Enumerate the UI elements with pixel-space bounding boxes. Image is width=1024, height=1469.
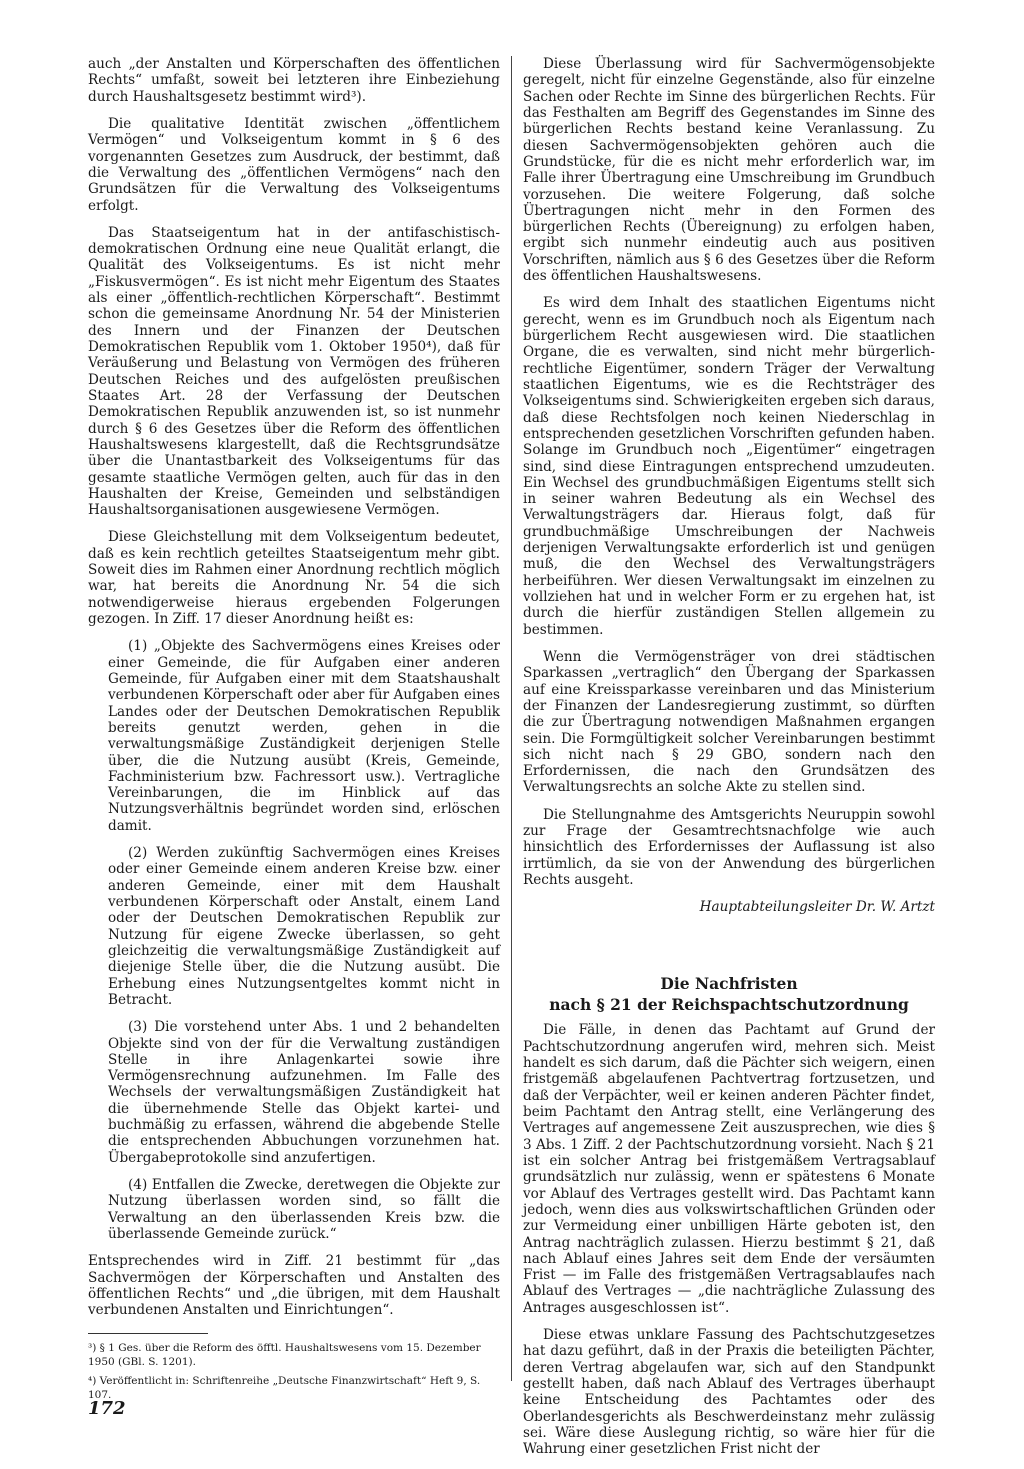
section-heading: [523, 974, 935, 1016]
quote-paragraph: (4) Entfallen die Zwecke, deretwegen die Objekte zur Nutzung überlassen worden sind, so fällt die Verwaltung an den überlassenden Kreis bzw. die überlassende Gemeinde zurück.“: [108, 1177, 500, 1242]
paragraph: Diese etwas unklare Fassung des Pachtschutzgesetzes hat dazu geführt, daß in der Praxis die beteiligten Pächter, deren Vertrag abgelaufen war, sich auf den Standpunkt gestellt haben, daß nach Ablauf des Vertrages überhaupt keine Entscheidung des Pachtamtes oder des Oberlandesgerichts als Beschwerdeinstanz mehr zulässig sei. Wäre diese Auslegung richtig, so wäre hier für die Wahrung einer gesetzlichen Frist nicht der: [523, 1327, 935, 1458]
left-column: [88, 56, 500, 1407]
paragraph: Wenn die Vermögensträger von drei städtischen Sparkassen „vertraglich“ den Übergang der Sparkassen auf eine Kreissparkasse vereinbaren und das Ministerium der Finanzen der Landesregierung zustimmt, so dürften die zur Übertragung notwendigen Maßnahmen ergangen sein. Die Formgültigkeit solcher Vereinbarungen bestimmt sich nicht nach § 29 GBO, sondern nach den Erfordernissen, die nach den Grundsätzen des Verwaltungsrechts an solche Akte zu stellen sind.: [523, 648, 935, 796]
paragraph: Die Fälle, in denen das Pachtamt auf Grund der Pachtschutzordnung angerufen wird, mehren sich. Meist handelt es sich darum, daß die Pächter sich weigern, einen fristgemäß abgelaufenen Pachtvertrag fortzusetzen, und daß der Verpächter, weil er keinen anderen Pächter findet, beim Pachtamt den Antrag stellt, eine Verlängerung des Vertrages auf angemessene Zeit auszusprechen, wie dies § 3 Abs. 1 Ziff. 2 der Pachtschutzordnung vorsieht. Nach § 21 ist ein solcher Antrag bei fristgemäßem Vertragsablauf grundsätzlich nur zulässig, wenn er spätestens 6 Monate vor Ablauf des Vertrages gestellt wird. Das Pachtamt kann jedoch, wenn dies aus volkswirtschaftlichen Gründen oder zur Vermeidung einer unbilligen Härte geboten ist, den Antrag nachträglich zulassen. Hierzu bestimmt § 21, daß nach Ablauf eines Jahres seit dem Ende der versäumten Frist — im Falle des fristgemäßen Vertragsablaufes nach Ablauf des Vertrages — „die nachträgliche Zulassung des Antrages ausgeschlossen ist“.: [523, 1022, 935, 1316]
paragraph: Entsprechendes wird in Ziff. 21 bestimmt für „das Sachvermögen der Körperschaften und Anstalten des öffentlichen Rechts“ und „die übrigen, mit dem Haushalt verbundenen Anstalten und Einrichtungen“.: [88, 1253, 500, 1319]
footnote: ³) § 1 Ges. über die Reform des öfftl. Haushaltswesens vom 15. Dezember 1950 (GBl. S. 1201).: [88, 1341, 481, 1368]
quoted-regulation: [108, 638, 500, 1242]
right-column: [523, 56, 935, 1469]
paragraph: Diese Gleichstellung mit dem Volkseigentum bedeutet, daß es kein rechtlich geteiltes Staatseigentum mehr gibt. Soweit dies im Rahmen einer Anordnung rechtlich möglich war, hat bereits die Anordnung Nr. 54 die sich notwendigerweise hieraus ergebenden Folgerungen gezogen. In Ziff. 17 dieser Anordnung heißt es:: [88, 529, 500, 627]
quote-paragraph: (1) „Objekte des Sachvermögens eines Kreises oder einer Gemeinde, die für Aufgaben einer anderen Gemeinde, für Aufgaben einer mit dem Staatshaushalt verbundenen Körperschaft oder aber für Aufgaben eines Landes oder der Deutschen Demokratischen Republik bereits genutzt werden, gehen in die verwaltungsmäßige Zuständigkeit derjenigen Stelle über, die die Nutzung ausübt (Kreis, Gemeinde, Fachministerium bzw. Fachressort usw.). Vertragliche Vereinbarungen, die im Hinblick auf das Nutzungsverhältnis begründet worden sind, erlöschen damit.: [108, 638, 500, 834]
footnote-separator: [88, 1333, 208, 1334]
quote-paragraph: (3) Die vorstehend unter Abs. 1 und 2 behandelten Objekte sind von der für die Verwaltung zuständigen Stelle in ihre Anlagenkartei sowie ihre Vermögensrechnung aufzunehmen. Im Falle des Wechsels der verwaltungsmäßigen Zuständigkeit hat die übernehmende Stelle das Objekt kartei- und buchmäßig zu erfassen, während die abgebende Stelle die entsprechenden Abbuchungen vorzunehmen hat. Übergabeprotokolle sind anzufertigen.: [108, 1019, 500, 1166]
heading-line: Die Nachfristen: [660, 973, 798, 993]
footnote: ⁴) Veröffentlicht in: Schriftenreihe „Deutsche Finanzwirtschaft“ Heft 9, S. 107.: [88, 1374, 481, 1402]
quote-paragraph: (2) Werden zukünftig Sachvermögen eines Kreises oder einer Gemeinde einem anderen Kreise bzw. einer anderen Gemeinde, einer mit dem Haushalt verbundenen Körperschaft oder Anstalt, einem Land oder der Deutschen Demokratischen Republik zur Nutzung für eigene Zwecke überlassen, so geht gleichzeitig die verwaltungsmäßige Zuständigkeit auf diejenige Stelle über, die die Nutzung ausübt. Die Erhebung eines Nutzungsentgeltes kommt nicht in Betracht.: [108, 845, 500, 1008]
paragraph: Die qualitative Identität zwischen „öffentlichem Vermögen“ und Volkseigentum kommt in § 6 des vorgenannten Gesetzes zum Ausdruck, der bestimmt, daß die Verwaltung des „öffentlichen Vermögens“ nach den Grundsätzen für die Verwaltung des Volkseigentums erfolgt.: [88, 115, 500, 214]
paragraph: Die Stellungnahme des Amtsgerichts Neuruppin sowohl zur Frage der Gesamtrechtsnachfolge wie auch hinsichtlich des Erfordernisses der Auflassung ist also irrtümlich, da sie von der Anwendung des bürgerlichen Rechts ausgeht.: [523, 806, 935, 888]
page-number: 172: [88, 1398, 126, 1419]
paragraph: Diese Überlassung wird für Sachvermögensobjekte geregelt, nicht für einzelne Gegenstände, also für einzelne Sachen oder Rechte im Sinne des bürgerlichen Rechts. Für das Festhalten am Begriff des Gegenstandes im Sinne des bürgerlichen Rechts bestand keine Veranlassung. Zu diesen Sachvermögensobjekten gehören auch die Grundstücke, für die es nicht mehr erforderlich war, im Falle ihrer Übertragung eine Umschreibung im Grundbuch vorzusehen. Die weitere Folgerung, daß solche Übertragungen nicht mehr in den Formen des bürgerlichen Rechts (Übereignung) zu erfolgen haben, ergibt sich nunmehr eindeutig auch aus positiven Vorschriften, nämlich aus § 6 des Gesetzes über die Reform des öffentlichen Haushaltswesens.: [523, 56, 935, 285]
heading-line: nach § 21 der Reichspachtschutzordnung: [549, 994, 909, 1014]
paragraph: Das Staatseigentum hat in der antifaschistisch-demokratischen Ordnung eine neue Qualität erlangt, die Qualität des Volkseigentums. Es ist nicht mehr „Fiskusvermögen“. Es ist nicht mehr Eigentum des Staates als einer „öffentlich-rechtlichen Körperschaft“. Bestimmt schon die gemeinsame Anordnung Nr. 54 der Ministerien des Innern und der Finanzen der Deutschen Demokratischen Republik vom 1. Oktober 1950⁴), daß für Veräußerung und Belastung von Vermögen des früheren Deutschen Reiches und des aufgelösten preußischen Staates Art. 28 der Verfassung der Deutschen Demokratischen Republik anzuwenden ist, so ist nunmehr durch § 6 des Gesetzes über die Reform des öffentlichen Haushaltswesens klargestellt, daß die Rechtsgrundsätze über die Unantastbarkeit des Volkseigentums für das gesamte staatliche Vermögen gelten, auch für das in den Haushalten der Kreise, Gemeinden und selbständigen Haushaltsorganisationen ausgewiesene Vermögen.: [88, 224, 500, 519]
paragraph: auch „der Anstalten und Körperschaften des öffentlichen Rechts“ umfaßt, soweit bei letzteren ihre Einbeziehung durch Haushaltsgesetz bestimmt wird³).: [88, 56, 500, 105]
column-divider: [511, 56, 512, 1381]
author-signature: Hauptabteilungsleiter Dr. W. Artzt: [699, 899, 935, 916]
paragraph: Es wird dem Inhalt des staatlichen Eigentums nicht gerecht, wenn es im Grundbuch noch als Eigentum nach bürgerlichem Recht ausgewiesen wird. Die staatlichen Organe, die es verwalten, sind nicht mehr bürgerlich-rechtliche Eigentümer, sondern Träger der Verwaltung staatlichen Eigentums, wie es die Rechtsträger des Volkseigentums sind. Schwierigkeiten ergeben sich daraus, daß diese Rechtsfolgen noch keinen Niederschlag in entsprechenden gesetzlichen Vorschriften gefunden haben. Solange im Grundbuch noch „Eigentümer“ eingetragen sind, sind diese Eintragungen entsprechend umzudeuten. Ein Wechsel des grundbuchmäßigen Eigentums stellt sich in seiner wahren Bedeutung als ein Wechsel des Verwaltungsträgers dar. Hieraus folgt, daß für grundbuchmäßige Umschreibungen der Nachweis derjenigen Verwaltungsakte erforderlich ist und genügen muß, die den Wechsel des Verwaltungsträgers herbeiführen. Wer diesen Verwaltungsakt im einzelnen zu vollziehen hat und in welcher Form er zu ergehen hat, ist durch die hierfür zuständigen Stellen allgemein zu bestimmen.: [523, 295, 935, 638]
